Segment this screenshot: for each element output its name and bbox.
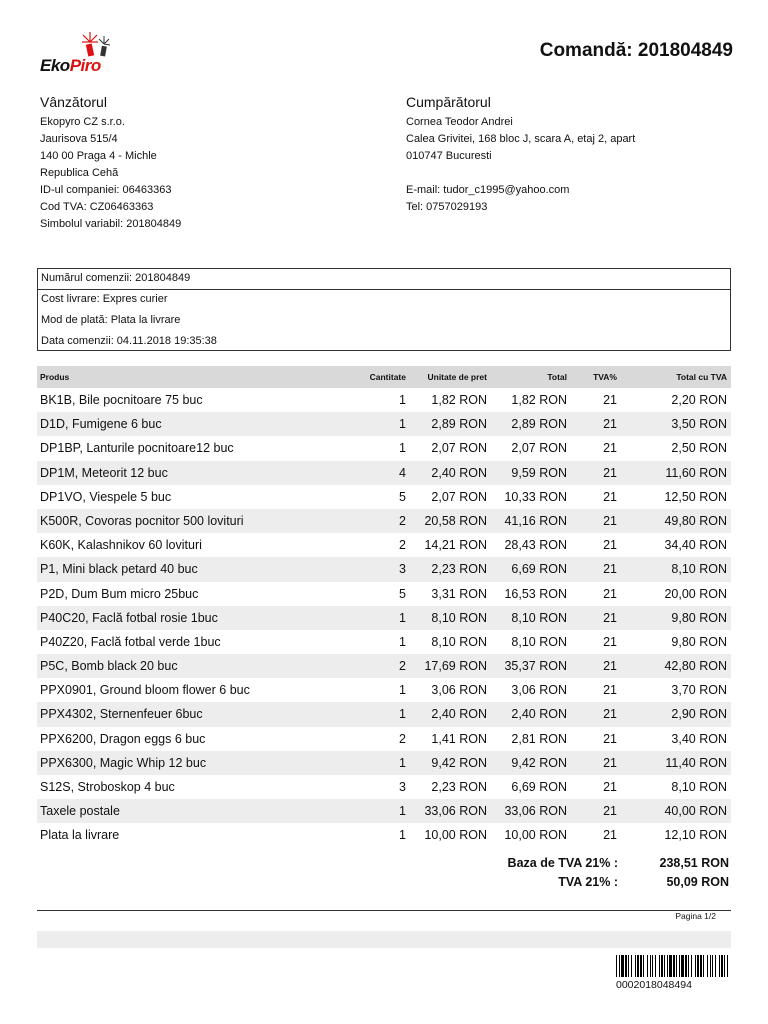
order-info-box: [37, 268, 731, 351]
table-row: [37, 509, 731, 533]
cell-qty: 1: [399, 804, 406, 819]
cell-vat: 21: [603, 707, 617, 722]
cell-product: P5C, Bomb black 20 buc: [40, 659, 178, 674]
barcode-bar: [659, 955, 660, 977]
cell-total: 8,10 RON: [511, 610, 567, 625]
cell-product: P1, Mini black petard 40 buc: [40, 562, 198, 577]
delivery-method: Cost livrare: Expres curier: [41, 293, 168, 305]
cell-total: 2,81 RON: [511, 731, 567, 746]
buyer-heading: Cumpărătorul: [406, 94, 491, 110]
table-row: [37, 702, 731, 726]
barcode-bar: [652, 955, 653, 977]
barcode-bar: [635, 955, 636, 977]
seller-line: Republica Cehă: [40, 167, 119, 179]
cell-product: Plata la livrare: [40, 828, 120, 843]
cell-unit-price: 2,89 RON: [431, 417, 487, 432]
cell-total-vat: 20,00 RON: [664, 586, 727, 601]
table-row: [37, 533, 731, 557]
buyer-line: [406, 165, 736, 182]
table-header: [37, 366, 731, 388]
cell-vat: 21: [603, 755, 617, 770]
table-row: [37, 823, 731, 847]
barcode-bar: [621, 955, 624, 977]
footer-band: [37, 931, 731, 948]
cell-unit-price: 17,69 RON: [424, 659, 487, 674]
header-product: Produs: [40, 372, 70, 382]
cell-product: PPX0901, Ground bloom flower 6 buc: [40, 683, 250, 698]
buyer-block: [406, 94, 736, 216]
cell-unit-price: 2,40 RON: [431, 465, 487, 480]
cell-product: K500R, Covoras pocnitor 500 lovituri: [40, 513, 244, 528]
cell-unit-price: 10,00 RON: [424, 828, 487, 843]
cell-unit-price: 33,06 RON: [424, 804, 487, 819]
cell-total: 6,69 RON: [511, 562, 567, 577]
cell-total-vat: 9,80 RON: [671, 634, 727, 649]
cell-vat: 21: [603, 683, 617, 698]
cell-product: DP1M, Meteorit 12 buc: [40, 465, 168, 480]
cell-vat: 21: [603, 610, 617, 625]
cell-qty: 5: [399, 586, 406, 601]
barcode-bar: [661, 955, 663, 977]
cell-total-vat: 11,40 RON: [665, 755, 727, 770]
cell-total: 3,06 RON: [511, 683, 567, 698]
barcode-bar: [695, 955, 696, 977]
cell-qty: 1: [399, 755, 406, 770]
cell-qty: 2: [399, 731, 406, 746]
table-row: [37, 461, 731, 485]
barcode-bar: [710, 955, 711, 977]
seller-line: ID-ul companiei: 06463363: [40, 184, 172, 196]
header-vat: TVA%: [593, 372, 617, 382]
table-row: [37, 751, 731, 775]
header-total-vat: Total cu TVA: [676, 372, 727, 382]
vat-label: TVA 21% :: [558, 875, 618, 889]
seller-heading: Vânzătorul: [40, 94, 107, 110]
seller-line: Ekopyro CZ s.r.o.: [40, 116, 125, 128]
table-row: [37, 727, 731, 751]
cell-qty: 2: [399, 513, 406, 528]
cell-unit-price: 1,82 RON: [431, 393, 487, 407]
cell-vat: 21: [603, 417, 617, 432]
barcode-bar: [676, 955, 677, 977]
seller-line: Simbolul variabil: 201804849: [40, 218, 182, 230]
order-date: Data comenzii: 04.11.2018 19:35:38: [41, 335, 217, 347]
cell-qty: 1: [399, 417, 406, 432]
table-row: [37, 775, 731, 799]
cell-product: P2D, Dum Bum micro 25buc: [40, 586, 199, 601]
barcode-bar: [669, 955, 672, 977]
barcode-bar: [721, 955, 723, 977]
header-qty: Cantitate: [369, 372, 406, 382]
buyer-phone: Tel: 0757029193: [406, 201, 488, 213]
cell-total: 10,33 RON: [504, 489, 567, 504]
cell-vat: 21: [603, 538, 617, 553]
cell-total: 8,10 RON: [511, 634, 567, 649]
barcode-bar: [685, 955, 687, 977]
footer-divider: [37, 910, 731, 911]
cell-qty: 1: [399, 634, 406, 649]
buyer-line: Calea Grivitei, 168 bloc J, scara A, etaj 2, apart: [406, 133, 636, 145]
cell-product: P40Z20, Faclă fotbal verde 1buc: [40, 634, 221, 649]
header-unit-price: Unitate de pret: [427, 372, 487, 382]
barcode-bar: [712, 955, 713, 977]
cell-total-vat: 49,80 RON: [664, 513, 727, 528]
cell-product: Taxele postale: [40, 804, 120, 819]
cell-total: 41,16 RON: [504, 513, 567, 528]
barcode-bar: [707, 955, 708, 977]
cell-product: DP1BP, Lanturile pocnitoare12 buc: [40, 441, 234, 456]
seller-line: 140 00 Praga 4 - Michle: [40, 150, 157, 162]
barcode-bar: [727, 955, 728, 977]
barcode-bar: [715, 955, 716, 977]
vat-base-value: 238,51 RON: [659, 856, 729, 870]
divider: [38, 289, 730, 290]
cell-total: 9,42 RON: [511, 755, 567, 770]
cell-product: D1D, Fumigene 6 buc: [40, 417, 162, 432]
cell-qty: 3: [399, 562, 406, 577]
cell-unit-price: 3,06 RON: [431, 683, 487, 698]
cell-total: 2,40 RON: [511, 707, 567, 722]
vat-base-label: Baza de TVA 21% :: [507, 856, 618, 870]
cell-vat: 21: [603, 465, 617, 480]
barcode-bar: [691, 955, 692, 977]
table-row: [37, 412, 731, 436]
cell-total: 10,00 RON: [504, 828, 567, 843]
header-total: Total: [547, 372, 567, 382]
barcode-bar: [700, 955, 702, 977]
cell-qty: 1: [399, 683, 406, 698]
cell-qty: 2: [399, 659, 406, 674]
cell-vat: 21: [603, 731, 617, 746]
cell-unit-price: 2,23 RON: [431, 562, 487, 577]
table-body: [37, 388, 731, 848]
cell-total-vat: 9,80 RON: [671, 610, 727, 625]
barcode-bar: [681, 955, 684, 977]
cell-vat: 21: [603, 441, 617, 456]
cell-total-vat: 34,40 RON: [664, 538, 727, 553]
items-table: [37, 366, 731, 848]
barcode-bar: [640, 955, 642, 977]
cell-unit-price: 2,23 RON: [431, 780, 487, 794]
cell-total: 33,06 RON: [504, 804, 567, 819]
buyer-email: E-mail: tudor_c1995@yahoo.com: [406, 184, 570, 196]
cell-total: 6,69 RON: [511, 780, 567, 794]
cell-product: PPX4302, Sternenfeuer 6buc: [40, 707, 203, 722]
cell-total: 1,82 RON: [511, 393, 567, 407]
cell-unit-price: 2,07 RON: [431, 441, 487, 456]
buyer-line: Cornea Teodor Andrei: [406, 116, 513, 128]
table-row: [37, 582, 731, 606]
barcode-number: 0002018048494: [616, 979, 692, 991]
logo-wordmark: EkoPiro: [40, 56, 101, 75]
barcode-bar: [619, 955, 620, 977]
cell-qty: 1: [399, 707, 406, 722]
vat-value: 50,09 RON: [666, 875, 729, 889]
cell-total-vat: 3,40 RON: [671, 731, 727, 746]
table-row: [37, 606, 731, 630]
table-row: [37, 630, 731, 654]
cell-vat: 21: [603, 634, 617, 649]
cell-unit-price: 2,07 RON: [431, 489, 487, 504]
cell-total: 16,53 RON: [504, 586, 567, 601]
table-row: [37, 678, 731, 702]
barcode-bar: [616, 955, 617, 977]
cell-vat: 21: [603, 562, 617, 577]
barcode-bar: [631, 955, 632, 977]
barcode-bar: [697, 955, 699, 977]
table-row: [37, 557, 731, 581]
barcode-bar: [703, 955, 704, 977]
seller-block: [40, 94, 370, 233]
cell-qty: 1: [399, 441, 406, 456]
cell-qty: 4: [399, 465, 406, 480]
table-row: [37, 485, 731, 509]
cell-total: 28,43 RON: [504, 538, 567, 553]
cell-qty: 2: [399, 538, 406, 553]
cell-vat: 21: [603, 489, 617, 504]
cell-product: P40C20, Faclă fotbal rosie 1buc: [40, 610, 218, 625]
cell-total-vat: 40,00 RON: [664, 804, 727, 819]
cell-qty: 1: [399, 828, 406, 843]
cell-total-vat: 2,90 RON: [671, 707, 727, 722]
cell-total-vat: 11,60 RON: [665, 465, 727, 480]
cell-total-vat: 8,10 RON: [671, 562, 727, 577]
cell-qty: 1: [399, 393, 406, 407]
order-title: Comandă: 201804849: [539, 40, 733, 61]
payment-method: Mod de plată: Plata la livrare: [41, 314, 181, 326]
table-row: [37, 654, 731, 678]
barcode-bar: [679, 955, 680, 977]
cell-vat: 21: [603, 586, 617, 601]
cell-unit-price: 8,10 RON: [431, 634, 487, 649]
barcode-image: [616, 955, 730, 977]
cell-qty: 3: [399, 780, 406, 794]
cell-unit-price: 8,10 RON: [431, 610, 487, 625]
cell-product: PPX6200, Dragon eggs 6 buc: [40, 731, 206, 746]
barcode-bar: [673, 955, 675, 977]
barcode-bar: [667, 955, 668, 977]
cell-total-vat: 8,10 RON: [671, 780, 727, 794]
cell-qty: 1: [399, 610, 406, 625]
barcode-bar: [625, 955, 627, 977]
cell-vat: 21: [603, 828, 617, 843]
cell-unit-price: 3,31 RON: [431, 586, 487, 601]
cell-unit-price: 2,40 RON: [431, 707, 487, 722]
cell-vat: 21: [603, 804, 617, 819]
buyer-line: 010747 Bucuresti: [406, 150, 492, 162]
cell-product: K60K, Kalashnikov 60 lovituri: [40, 538, 202, 553]
cell-product: DP1VO, Viespele 5 buc: [40, 489, 172, 504]
cell-total: 2,89 RON: [511, 417, 567, 432]
seller-line: Jaurisova 515/4: [40, 133, 118, 145]
cell-product: BK1B, Bile pocnitoare 75 buc: [40, 393, 203, 407]
table-row: [37, 799, 731, 823]
cell-product: S12S, Stroboskop 4 buc: [40, 780, 175, 794]
cell-unit-price: 1,41 RON: [431, 731, 487, 746]
cell-total-vat: 3,70 RON: [671, 683, 727, 698]
barcode-bar: [647, 955, 648, 977]
cell-total-vat: 2,20 RON: [671, 393, 727, 407]
barcode-bar: [637, 955, 639, 977]
barcode-bar: [643, 955, 644, 977]
barcode-bar: [628, 955, 629, 977]
cell-total-vat: 3,50 RON: [671, 417, 727, 432]
cell-vat: 21: [603, 393, 617, 407]
barcode-bar: [664, 955, 665, 977]
table-row: [37, 436, 731, 460]
barcode-bar: [719, 955, 720, 977]
cell-total-vat: 2,50 RON: [671, 441, 727, 456]
seller-line: Cod TVA: CZ06463363: [40, 201, 154, 213]
cell-total-vat: 12,10 RON: [664, 828, 727, 843]
barcode-bar: [724, 955, 725, 977]
page-number: Pagina 1/2: [675, 911, 716, 921]
cell-vat: 21: [603, 513, 617, 528]
cell-total: 2,07 RON: [511, 441, 567, 456]
cell-total-vat: 42,80 RON: [664, 659, 727, 674]
cell-total: 35,37 RON: [504, 659, 567, 674]
cell-unit-price: 9,42 RON: [431, 755, 487, 770]
barcode-bar: [688, 955, 689, 977]
order-number: Numărul comenzii: 201804849: [41, 272, 191, 284]
cell-total-vat: 12,50 RON: [664, 489, 727, 504]
cell-unit-price: 14,21 RON: [424, 538, 487, 553]
cell-product: PPX6300, Magic Whip 12 buc: [40, 755, 207, 770]
table-row: [37, 388, 731, 412]
cell-qty: 5: [399, 489, 406, 504]
barcode-bar: [650, 955, 651, 977]
barcode-bar: [655, 955, 656, 977]
cell-vat: 21: [603, 780, 617, 794]
cell-total: 9,59 RON: [511, 465, 567, 480]
cell-unit-price: 20,58 RON: [424, 513, 487, 528]
cell-vat: 21: [603, 659, 617, 674]
